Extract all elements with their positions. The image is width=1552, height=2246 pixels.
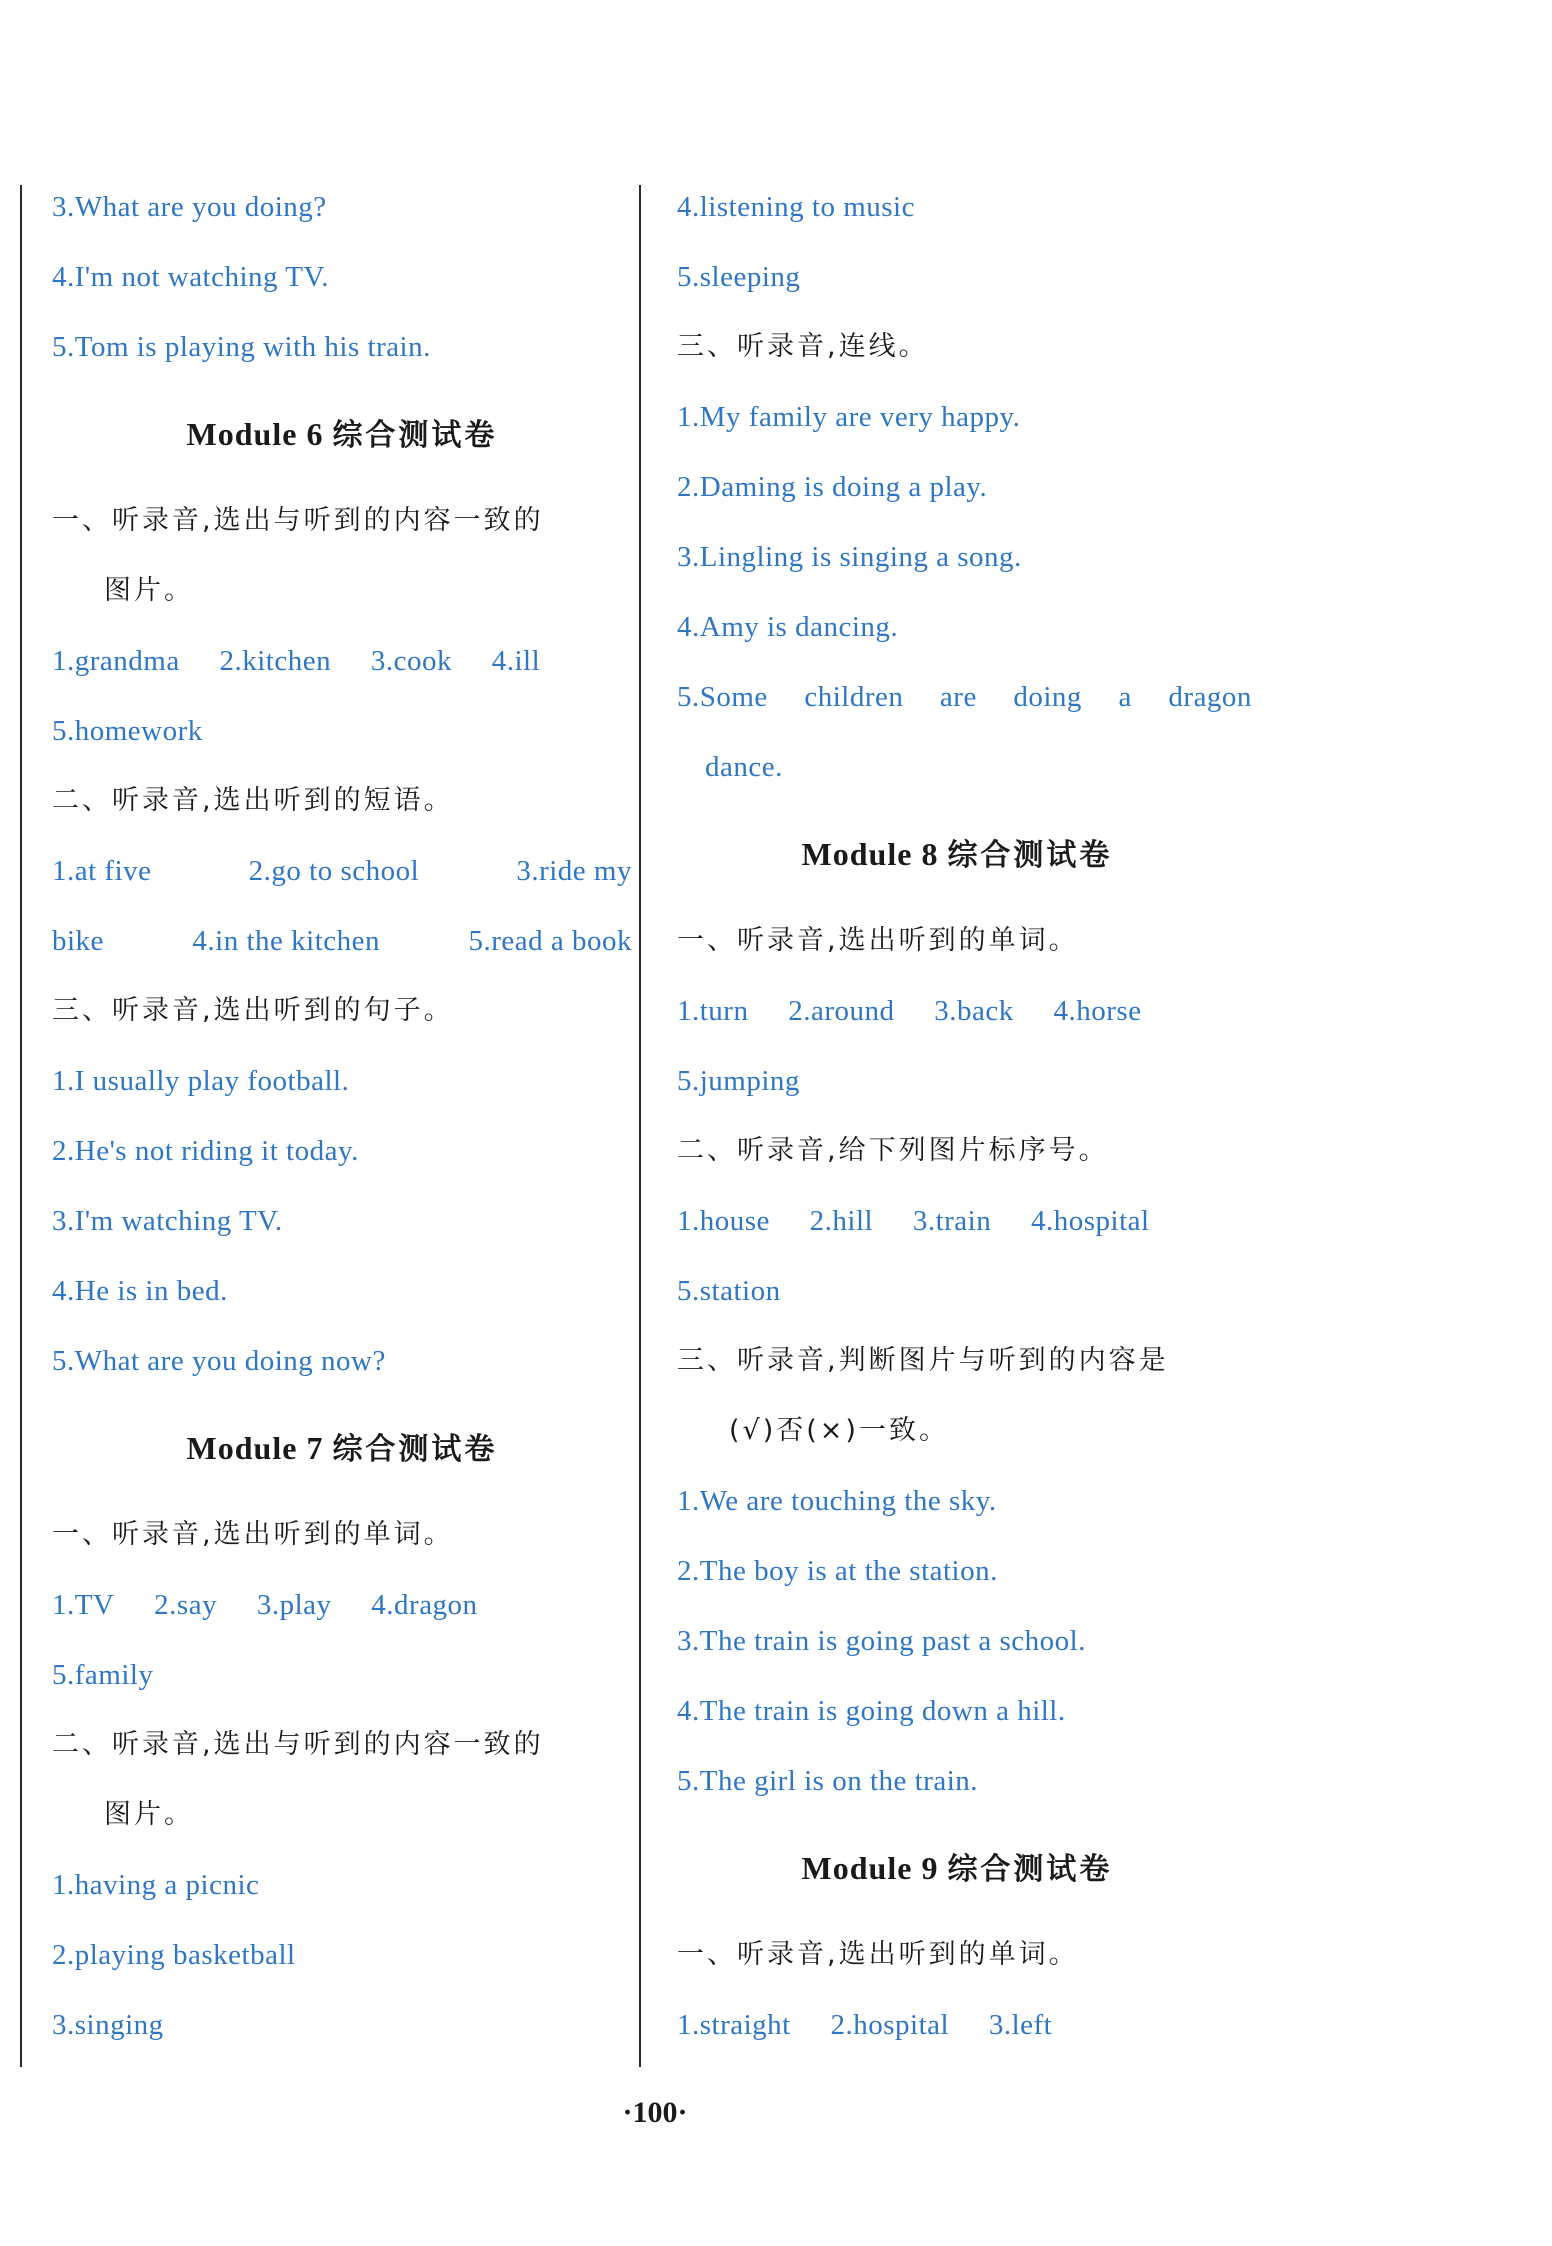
answer-line: 4.The train is going down a hill. — [677, 1695, 1066, 1727]
answer-line: 1.having a picnic — [52, 1869, 260, 1901]
question-prompt: 图片。 — [104, 1799, 194, 1830]
answer-line: 5.family — [52, 1659, 154, 1691]
answer-line: 2.The boy is at the station. — [677, 1555, 998, 1587]
answer-item: 2.hospital — [830, 2009, 950, 2041]
module-subtitle: 综合测试卷 — [332, 418, 498, 453]
answer-item: 1.straight — [677, 2009, 791, 2041]
module-8-heading — [677, 802, 1237, 906]
answer-line: 4.Amy is dancing. — [677, 611, 899, 643]
answer-line: 1.I usually play football. — [52, 1065, 350, 1097]
answer-item: 2.go to school — [248, 855, 420, 887]
question-prompt: 三、听录音,选出听到的句子。 — [52, 995, 454, 1026]
answer-item: bike — [52, 925, 104, 957]
answer-item: 2.around — [788, 995, 895, 1027]
answer-line: 5.jumping — [677, 1065, 800, 1097]
module-subtitle: 综合测试卷 — [332, 1432, 498, 1467]
module-subtitle: 综合测试卷 — [947, 838, 1113, 873]
answer-item: 2.say — [154, 1589, 218, 1621]
left-margin-rule — [20, 185, 22, 2067]
answer-line: 2.Daming is doing a play. — [677, 471, 988, 503]
answer-line: 4.listening to music — [677, 191, 915, 223]
question-prompt: 二、听录音,选出听到的短语。 — [52, 785, 454, 816]
answer-item: 4.ill — [491, 645, 541, 677]
answer-line: 5.The girl is on the train. — [677, 1765, 979, 1797]
answer-item: 1.at five — [52, 855, 152, 887]
answer-row — [677, 662, 1252, 732]
answer-row — [677, 976, 1277, 1046]
answer-item: 3.play — [256, 1589, 332, 1621]
answer-item: 4.dragon — [371, 1589, 478, 1621]
page-number: ·100· — [622, 2096, 688, 2129]
right-column — [677, 172, 1277, 2060]
question-prompt: 一、听录音,选出与听到的内容一致的 — [52, 505, 544, 536]
answer-item: 1.TV — [52, 1589, 115, 1621]
answer-line: 3.What are you doing? — [52, 191, 327, 223]
answer-row — [52, 626, 632, 696]
answer-item: 2.kitchen — [219, 645, 332, 677]
answer-word: children — [804, 681, 904, 713]
answer-line: 5.Tom is playing with his train. — [52, 331, 431, 363]
question-prompt: 一、听录音,选出听到的单词。 — [677, 1939, 1079, 1970]
module-9-heading — [677, 1816, 1237, 1920]
column-divider — [639, 185, 641, 2067]
module-6-heading — [52, 382, 632, 486]
answer-word: dragon — [1168, 681, 1252, 713]
question-prompt: 三、听录音,判断图片与听到的内容是 — [677, 1345, 1169, 1376]
answer-row — [52, 836, 632, 906]
answer-row — [52, 1570, 632, 1640]
answer-row — [677, 1186, 1277, 1256]
answer-line: 2.He's not riding it today. — [52, 1135, 359, 1167]
module-title: Module 6 — [186, 416, 324, 452]
answer-word: are — [939, 681, 977, 713]
answer-line: 4.I'm not watching TV. — [52, 261, 329, 293]
answer-line: 3.singing — [52, 2009, 164, 2041]
answer-word: doing — [1013, 681, 1082, 713]
answer-line: 5.What are you doing now? — [52, 1345, 386, 1377]
question-prompt: 一、听录音,选出听到的单词。 — [677, 925, 1079, 956]
left-column — [52, 172, 632, 2060]
answer-row — [677, 1990, 1277, 2060]
answer-item: 3.train — [912, 1205, 992, 1237]
answer-line: 2.playing basketball — [52, 1939, 296, 1971]
question-prompt: (√)否(×)一致。 — [729, 1415, 949, 1446]
answer-item: 3.left — [988, 2009, 1053, 2041]
answer-item: 1.house — [677, 1205, 770, 1237]
answer-item: 1.turn — [677, 995, 749, 1027]
answer-item: 1.grandma — [52, 645, 180, 677]
answer-line: 3.The train is going past a school. — [677, 1625, 1086, 1657]
answer-item: 3.cook — [370, 645, 452, 677]
answer-line: 5.sleeping — [677, 261, 801, 293]
question-prompt: 一、听录音,选出听到的单词。 — [52, 1519, 454, 1550]
answer-line: 5.homework — [52, 715, 203, 747]
module-7-heading — [52, 1396, 632, 1500]
answer-line: 4.He is in bed. — [52, 1275, 228, 1307]
question-prompt: 二、听录音,给下列图片标序号。 — [677, 1135, 1109, 1166]
answer-item: 3.ride my — [516, 855, 632, 887]
question-prompt: 图片。 — [104, 575, 194, 606]
module-title: Module 8 — [801, 836, 939, 872]
answer-item: 3.back — [934, 995, 1014, 1027]
answer-word: a — [1118, 681, 1132, 713]
answer-word: 5.Some — [677, 681, 768, 713]
answer-item: 4.hospital — [1031, 1205, 1150, 1237]
question-prompt: 三、听录音,连线。 — [677, 331, 929, 362]
answer-row — [52, 906, 632, 976]
answer-item: 4.horse — [1053, 995, 1142, 1027]
answer-line: 1.We are touching the sky. — [677, 1485, 997, 1517]
answer-line: 5.station — [677, 1275, 781, 1307]
answer-line: 3.Lingling is singing a song. — [677, 541, 1022, 573]
answer-item: 4.in the kitchen — [192, 925, 380, 957]
answer-line: 3.I'm watching TV. — [52, 1205, 283, 1237]
module-title: Module 7 — [186, 1430, 324, 1466]
module-subtitle: 综合测试卷 — [947, 1852, 1113, 1887]
answer-item: 2.hill — [809, 1205, 874, 1237]
question-prompt: 二、听录音,选出与听到的内容一致的 — [52, 1729, 544, 1760]
answer-item: 5.read a book — [468, 925, 632, 957]
answer-line: 1.My family are very happy. — [677, 401, 1021, 433]
answer-line: dance. — [705, 751, 783, 783]
module-title: Module 9 — [801, 1850, 939, 1886]
